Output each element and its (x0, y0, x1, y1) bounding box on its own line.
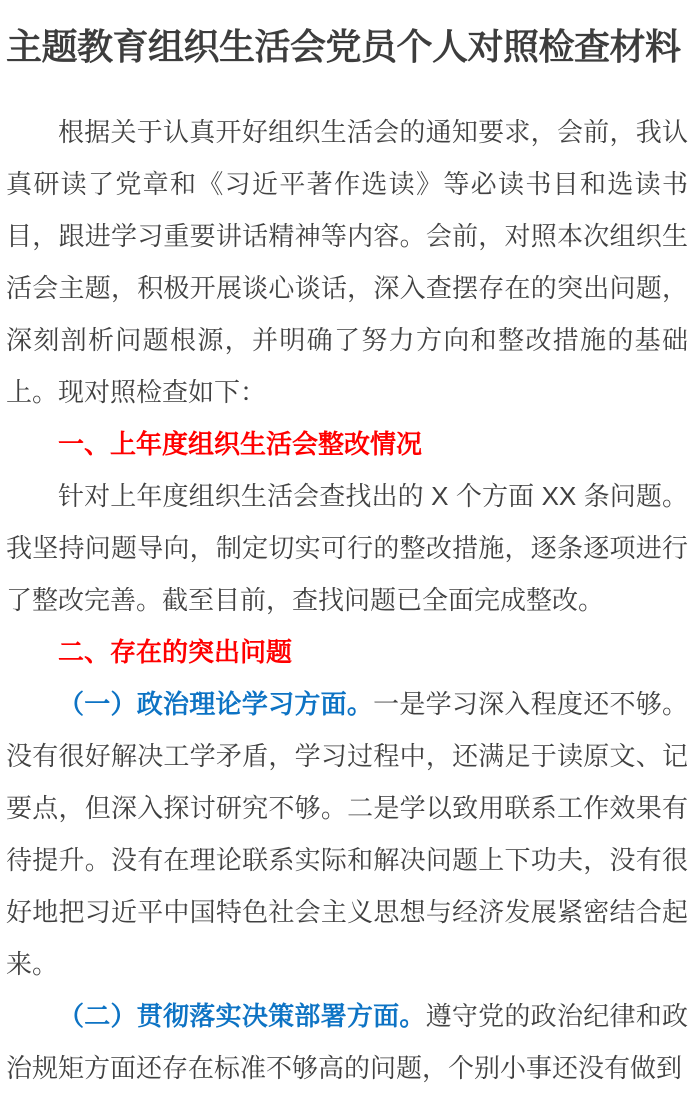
intro-paragraph: 根据关于认真开好组织生活会的通知要求，会前，我认真研读了党章和《习近平著作选读》等必读书目和选读书目，跟进学习重要讲话精神等内容。会前，对照本次组织生活会主题，积极开展谈心谈话，深入查摆存在的突出问题，深刻剖析问题根源，并明确了努力方向和整改措施的基础上。现对照检查如下： (6, 117, 688, 407)
section2-heading: 二、存在的突出问题 (58, 637, 293, 667)
section2-item-1-text: 一是学习深入程度还不够。没有很好解决工学矛盾，学习过程中，还满足于读原文、记要点，但深入探讨研究不够。二是学以致用联系工作效果有待提升。没有在理论联系实际和解决问题上下功夫，没有很好地把习近平中国特色社会主义思想与经济发展紧密结合起来。 (6, 689, 688, 979)
section2-item-1-lead: （一）政治理论学习方面。 (58, 689, 374, 719)
page-title: 主题教育组织生活会党员个人对照检查材料 (6, 26, 681, 67)
section2-item-2-lead: （二）贯彻落实决策部署方面。 (58, 1001, 426, 1031)
section2-item-2 (6, 990, 688, 1094)
section2-item-1 (6, 678, 688, 990)
section1-heading: 一、上年度组织生活会整改情况 (58, 429, 423, 459)
section1-paragraph: 针对上年度组织生活会查找出的 X 个方面 XX 条问题。我坚持问题导向，制定切实可行的整改措施，逐条逐项进行了整改完善。截至目前，查找问题已全面完成整改。 (6, 481, 688, 615)
section2-item-2-text: 遵守党的政治纪律和政治规矩方面还存在标准不够高的问题，个别小事还没有做到 (6, 1001, 688, 1083)
